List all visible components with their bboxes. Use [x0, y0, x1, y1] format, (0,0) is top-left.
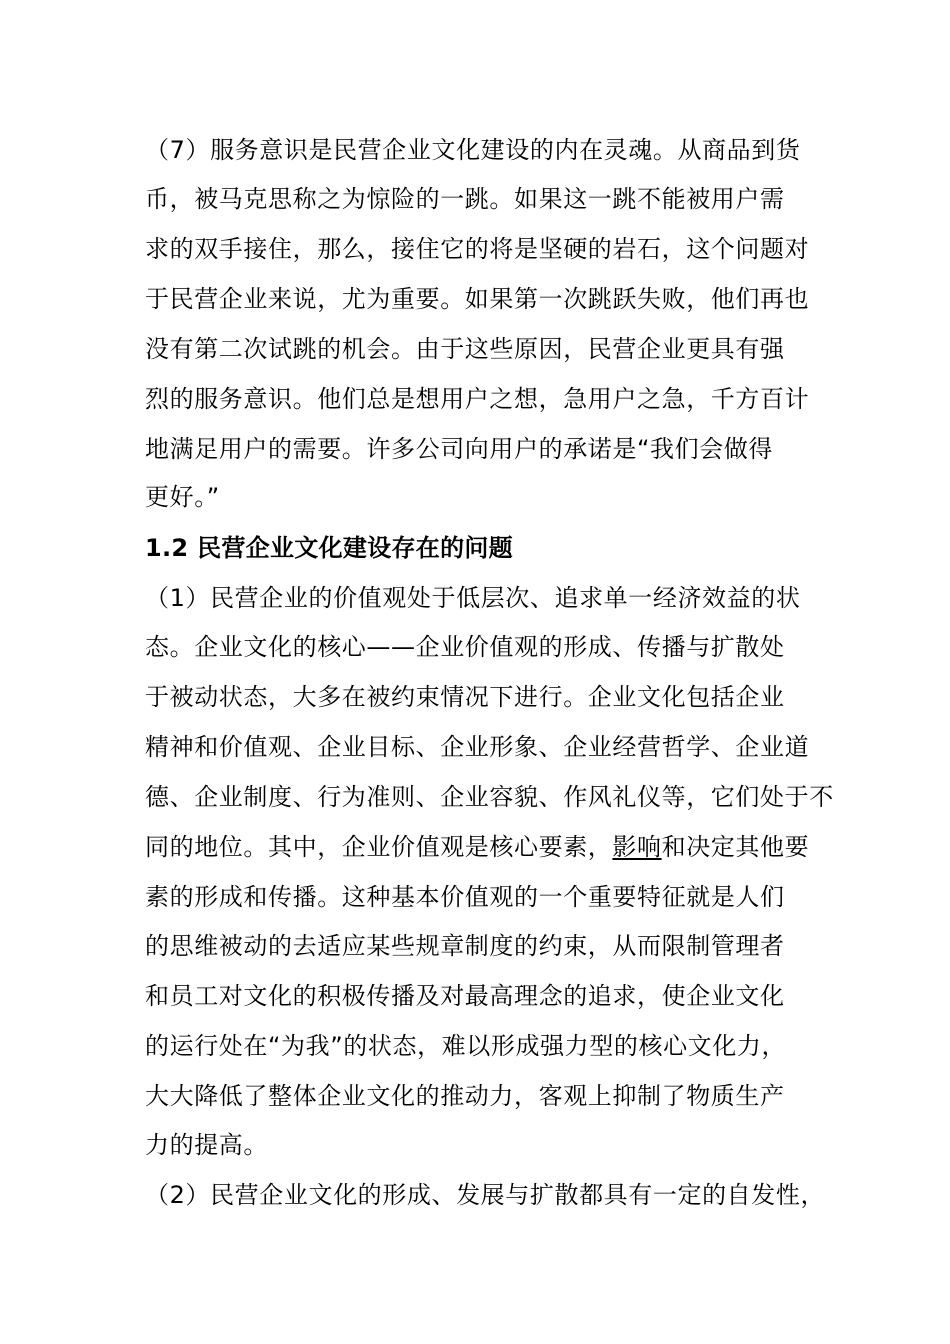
paragraph-1-line: 素的形成和传播。这种基本价值观的一个重要特征就是人们 — [145, 883, 785, 911]
paragraph-1-line: 德、企业制度、行为准则、企业容貌、作风礼仪等，它们处于不 — [145, 783, 834, 811]
paragraph-1-line: 的运行处在“为我”的状态，难以形成强力型的核心文化力， — [145, 1032, 787, 1060]
paragraph-2-line: （2）民营企业文化的形成、发展与扩散都具有一定的自发性， — [145, 1181, 826, 1209]
paragraph-1-line — [145, 832, 809, 862]
paragraph-1-line: 于被动状态，大多在被约束情况下进行。企业文化包括企业 — [145, 683, 785, 711]
influence-link[interactable]: 影响 — [612, 833, 662, 861]
paragraph-1-line: 和员工对文化的积极传播及对最高理念的追求，使企业文化 — [145, 982, 785, 1010]
paragraph-7-line: 更好。” — [145, 483, 220, 511]
paragraph-1-line: 态。企业文化的核心——企业价值观的形成、传播与扩散处 — [145, 633, 785, 661]
paragraph-1-line: （1）民营企业的价值观处于低层次、追求单一经济效益的状 — [145, 584, 801, 612]
paragraph-7-line: 求的双手接住，那么，接住它的将是坚硬的岩石，这个问题对 — [145, 235, 810, 263]
paragraph-1-line: 大大降低了整体企业文化的推动力，客观上抑制了物质生产 — [145, 1082, 785, 1110]
paragraph-7-line: 地满足用户的需要。许多公司向用户的承诺是“我们会做得 — [145, 435, 774, 463]
paragraph-1-line: 的思维被动的去适应某些规章制度的约束，从而限制管理者 — [145, 932, 785, 960]
paragraph-7-line: 于民营企业来说，尤为重要。如果第一次跳跃失败，他们再也 — [145, 285, 810, 313]
paragraph-1-text: 和决定其他要 — [661, 833, 810, 861]
paragraph-7-line: 币，被马克思称之为惊险的一跳。如果这一跳不能被用户需 — [145, 185, 785, 213]
paragraph-1-text: 同的地位。其中，企业价值观是核心要素， — [145, 833, 613, 861]
paragraph-7-line: （7）服务意识是民营企业文化建设的内在灵魂。从商品到货 — [145, 136, 801, 164]
paragraph-7-line: 烈的服务意识。他们总是想用户之想，急用户之急，千方百计 — [145, 385, 810, 413]
paragraph-1-line: 力的提高。 — [145, 1131, 268, 1159]
section-heading: 1.2 民营企业文化建设存在的问题 — [145, 534, 513, 562]
paragraph-7-line: 没有第二次试跳的机会。由于这些原因，民营企业更具有强 — [145, 335, 785, 363]
paragraph-1-line: 精神和价值观、企业目标、企业形象、企业经营哲学、企业道 — [145, 733, 810, 761]
